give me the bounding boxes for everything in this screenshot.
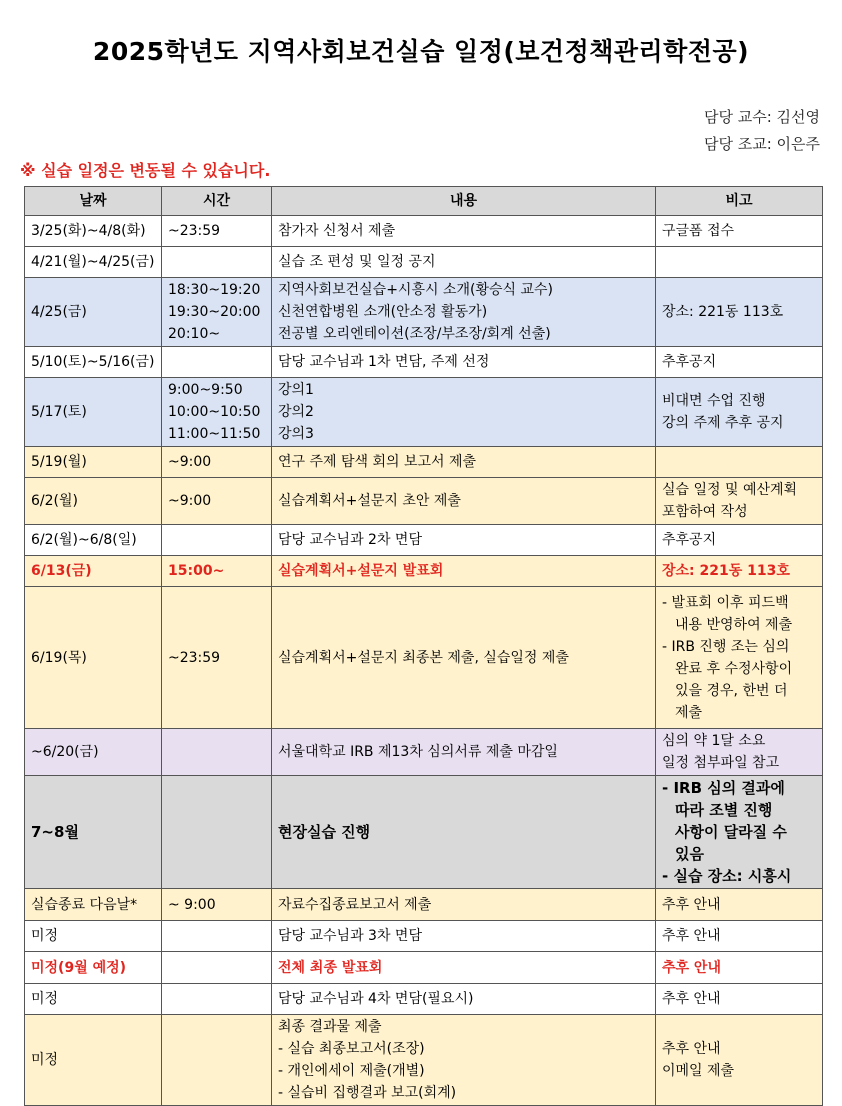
time-cell: [162, 587, 272, 729]
content-line: 전체 최종 발표회: [278, 959, 383, 976]
content-cell: [272, 776, 656, 889]
table-header-row: [25, 187, 823, 216]
table-row: [25, 278, 823, 347]
content-line: 실습 조 편성 및 일정 공지: [278, 254, 436, 270]
content-cell: [272, 247, 656, 278]
table-row: [25, 587, 823, 729]
note-line: 추후공지: [662, 532, 717, 548]
content-cell: [272, 921, 656, 952]
content-line: 실습계획서+설문지 초안 제출: [278, 493, 461, 509]
note-cell: [656, 889, 823, 921]
staff-info: [704, 104, 820, 158]
time-cell: [162, 525, 272, 556]
content-line: 연구 주제 탐색 회의 보고서 제출: [278, 454, 477, 470]
note-line: 구글폼 접수: [662, 223, 735, 239]
note-cell: [656, 478, 823, 525]
professor-label: 담당 교수: 김선영: [703, 108, 820, 126]
note-line: 심의 약 1달 소요: [662, 733, 766, 749]
time-line: 18:30~19:20: [168, 282, 261, 298]
content-line: - 실습비 집행결과 보고(회계): [278, 1085, 457, 1101]
content-line: 실습계획서+설문지 발표회: [278, 563, 444, 579]
time-line: ~9:00: [168, 454, 212, 470]
schedule-notice: ※ 실습 일정은 변동될 수 있습니다.: [20, 161, 271, 180]
note-line: - 발표회 이후 피드백 내용 반영하여 제출: [662, 594, 793, 633]
date-cell: 6/2(월)~6/8(일): [25, 525, 162, 556]
time-cell: [162, 776, 272, 889]
time-line: ~9:00: [168, 493, 212, 509]
date-cell: 4/21(월)~4/25(금): [25, 247, 162, 278]
content-line: 강의2: [278, 404, 314, 420]
table-row: [25, 525, 823, 556]
content-line: 담당 교수님과 2차 면담: [278, 532, 422, 548]
note-cell: [656, 278, 823, 347]
note-cell: [656, 347, 823, 378]
note-line: 추후 안내: [662, 991, 721, 1007]
time-cell: [162, 921, 272, 952]
content-cell: [272, 447, 656, 478]
content-cell: [272, 729, 656, 776]
page-title: 2025학년도 지역사회보건실습 일정(보건정책관리학전공): [92, 37, 750, 66]
time-cell: [162, 378, 272, 447]
content-line: 실습계획서+설문지 최종본 제출, 실습일정 제출: [278, 649, 569, 666]
content-line: 강의1: [278, 382, 314, 398]
content-line: 자료수집종료보고서 제출: [278, 896, 432, 913]
note-line: 추후 안내: [662, 896, 721, 913]
time-line: 15:00~: [168, 563, 225, 579]
content-line: 현장실습 진행: [278, 823, 371, 841]
table-row: [25, 556, 823, 587]
date-cell: 7~8월: [25, 776, 162, 889]
content-cell: [272, 216, 656, 247]
time-cell: [162, 729, 272, 776]
note-cell: [656, 247, 823, 278]
date-cell: 미정(9월 예정): [25, 952, 162, 984]
content-line: 서울대학교 IRB 제13차 심의서류 제출 마감일: [278, 744, 558, 760]
note-line: 추후 안내: [662, 1041, 721, 1057]
assistant-label: 담당 조교: 이은주: [703, 135, 820, 153]
time-line: 10:00~10:50: [168, 404, 261, 420]
time-cell: [162, 247, 272, 278]
note-line: 추후 안내: [662, 959, 721, 976]
table-row: [25, 1015, 823, 1106]
table-row: [25, 378, 823, 447]
note-line: 비대면 수업 진행: [662, 393, 766, 409]
content-line: 신천연합병원 소개(안소정 활동가): [278, 304, 488, 320]
time-cell: [162, 347, 272, 378]
content-cell: [272, 952, 656, 984]
time-line: 19:30~20:00: [168, 304, 261, 320]
note-line: 추후공지: [662, 354, 717, 370]
content-line: 담당 교수님과 3차 면담: [278, 928, 422, 944]
content-line: 전공별 오리엔테이션(조장/부조장/회계 선출): [278, 326, 551, 342]
table-row: [25, 447, 823, 478]
time-cell: [162, 447, 272, 478]
time-line: ~23:59: [168, 649, 221, 666]
content-line: 지역사회보건실습+시흥시 소개(황승식 교수): [278, 282, 553, 298]
note-cell: [656, 378, 823, 447]
time-cell: [162, 478, 272, 525]
note-line: 장소: 221동 113호: [662, 563, 790, 579]
table-row: [25, 247, 823, 278]
date-cell: 3/25(화)~4/8(화): [25, 216, 162, 247]
content-cell: [272, 478, 656, 525]
note-cell: [656, 729, 823, 776]
time-cell: [162, 984, 272, 1015]
table-row: [25, 984, 823, 1015]
date-cell: 6/13(금): [25, 556, 162, 587]
note-cell: [656, 984, 823, 1015]
time-cell: [162, 278, 272, 347]
header-content: 내용: [272, 187, 656, 216]
time-line: ~23:59: [168, 223, 221, 239]
note-line: 실습 일정 및 예산계획 포함하여 작성: [662, 482, 798, 520]
date-cell: 미정: [25, 984, 162, 1015]
content-cell: [272, 587, 656, 729]
note-cell: [656, 556, 823, 587]
content-cell: [272, 347, 656, 378]
time-cell: [162, 216, 272, 247]
content-line: 담당 교수님과 4차 면담(필요시): [278, 991, 474, 1007]
content-line: 참가자 신청서 제출: [278, 223, 396, 239]
time-cell: [162, 889, 272, 921]
content-line: 최종 결과물 제출: [278, 1019, 382, 1035]
date-cell: ~6/20(금): [25, 729, 162, 776]
content-cell: [272, 278, 656, 347]
note-line: 강의 주제 추후 공지: [662, 415, 784, 431]
table-row: [25, 889, 823, 921]
content-cell: [272, 525, 656, 556]
time-line: ~ 9:00: [168, 896, 216, 913]
header-time: 시간: [162, 187, 272, 216]
date-cell: 미정: [25, 921, 162, 952]
table-row: [25, 216, 823, 247]
header-date: 날짜: [25, 187, 162, 216]
note-cell: [656, 587, 823, 729]
note-line: 이메일 제출: [662, 1063, 735, 1079]
table-row: [25, 478, 823, 525]
note-line: - IRB 진행 조는 심의 완료 후 수정사항이 있을 경우, 한번 더 제출: [662, 638, 793, 721]
table-row: [25, 729, 823, 776]
time-cell: [162, 1015, 272, 1106]
content-line: 담당 교수님과 1차 면담, 주제 선정: [278, 354, 490, 370]
content-cell: [272, 1015, 656, 1106]
note-cell: [656, 952, 823, 984]
note-line: 일정 첨부파일 참고: [662, 755, 780, 771]
time-line: 9:00~9:50: [168, 382, 243, 398]
table-row: [25, 921, 823, 952]
date-cell: 6/19(목): [25, 587, 162, 729]
note-line: - 실습 장소: 시흥시: [662, 867, 792, 885]
table-row: [25, 952, 823, 984]
content-line: - 개인에세이 제출(개별): [278, 1063, 425, 1079]
note-line: 장소: 221동 113호: [662, 304, 784, 320]
content-cell: [272, 984, 656, 1015]
date-cell: 5/19(월): [25, 447, 162, 478]
time-line: 11:00~11:50: [168, 426, 261, 442]
content-cell: [272, 378, 656, 447]
note-cell: [656, 1015, 823, 1106]
date-cell: 5/17(토): [25, 378, 162, 447]
date-cell: 4/25(금): [25, 278, 162, 347]
header-note: 비고: [656, 187, 823, 216]
table-row: [25, 347, 823, 378]
time-line: 20:10~: [168, 326, 221, 342]
note-line: 추후 안내: [662, 928, 721, 944]
date-cell: 6/2(월): [25, 478, 162, 525]
schedule-table: [24, 186, 823, 1106]
note-line: - IRB 심의 결과에 따라 조별 진행 사항이 달라질 수 있음: [662, 779, 787, 863]
note-cell: [656, 525, 823, 556]
content-line: 강의3: [278, 426, 314, 442]
note-cell: [656, 447, 823, 478]
date-cell: 미정: [25, 1015, 162, 1106]
note-cell: [656, 216, 823, 247]
note-cell: [656, 776, 823, 889]
time-cell: [162, 556, 272, 587]
date-cell: 5/10(토)~5/16(금): [25, 347, 162, 378]
content-cell: [272, 556, 656, 587]
table-row: [25, 776, 823, 889]
content-line: - 실습 최종보고서(조장): [278, 1041, 425, 1057]
note-cell: [656, 921, 823, 952]
date-cell: 실습종료 다음날*: [25, 889, 162, 921]
content-cell: [272, 889, 656, 921]
time-cell: [162, 952, 272, 984]
